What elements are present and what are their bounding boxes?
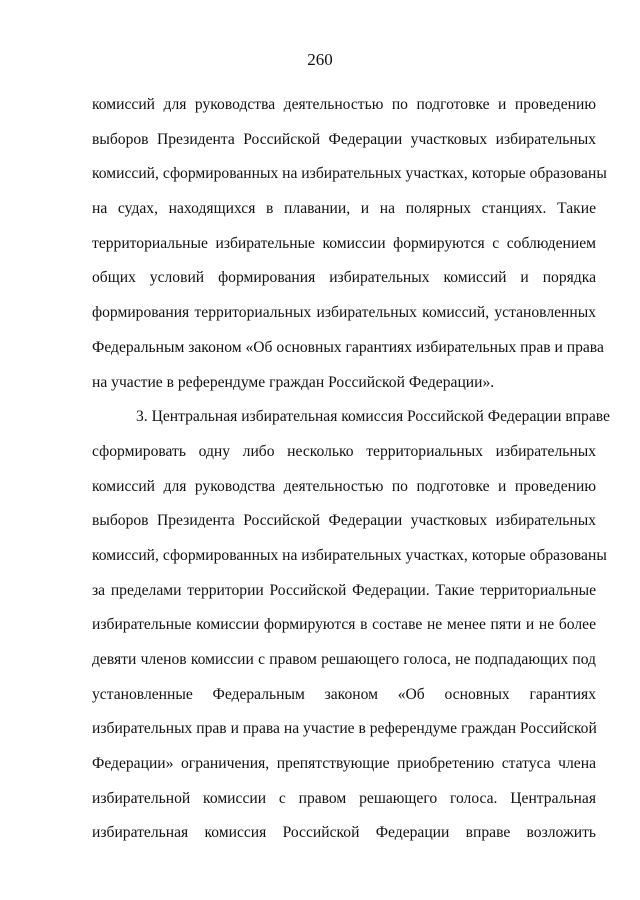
text-line: выборов Президента Российской Федерации участковых избирательных — [92, 130, 596, 148]
text-line: сформировать одну либо несколько территориальных избирательных — [92, 442, 596, 460]
text-line: за пределами территории Российской Федерации. Такие территориальные — [92, 581, 596, 599]
text-line: избирательные комиссии формируются в составе не менее пяти и не более — [92, 616, 596, 634]
body-text — [92, 94, 610, 857]
text-line: избирательных прав и права на участие в референдуме граждан Российской — [92, 720, 597, 738]
text-line: выборов Президента Российской Федерации участковых избирательных — [92, 512, 596, 530]
text-line: комиссий для руководства деятельностью по подготовке и проведению — [92, 96, 596, 113]
paragraph-last-line: на участие в референдуме граждан Российской Федерации». — [92, 373, 495, 391]
text-line: установленные Федеральным законом «Об основных гарантиях — [92, 685, 596, 703]
text-line: избирательной комиссии с правом решающего голоса. Центральная — [92, 789, 596, 807]
text-line: девяти членов комиссии с правом решающего голоса, не подпадающих под — [92, 651, 596, 668]
paragraph-first-line: 3. Центральная избирательная комиссия Российской Федерации вправе — [136, 408, 610, 426]
text-line: общих условий формирования избирательных комиссий и порядка — [92, 269, 596, 287]
text-line: избирательная комиссия Российской Федерации вправе возложить — [92, 824, 596, 842]
text-line: на судах, находящихся в плавании, и на полярных станциях. Такие — [92, 200, 596, 218]
text-line: Федерации» ограничения, препятствующие приобретению статуса члена — [92, 755, 596, 773]
text-line: Федеральным законом «Об основных гарантиях избирательных прав и права — [92, 338, 604, 356]
page-number: 260 — [307, 50, 333, 69]
text-line: комиссий для руководства деятельностью по подготовке и проведению — [92, 477, 596, 495]
text-line: территориальные избирательные комиссии формируются с соблюдением — [92, 234, 596, 252]
text-line: формирования территориальных избирательных комиссий, установленных — [92, 304, 596, 322]
text-line: комиссий, сформированных на избирательных участках, которые образованы — [92, 546, 607, 564]
text-line: комиссий, сформированных на избирательных участках, которые образованы — [92, 165, 607, 183]
